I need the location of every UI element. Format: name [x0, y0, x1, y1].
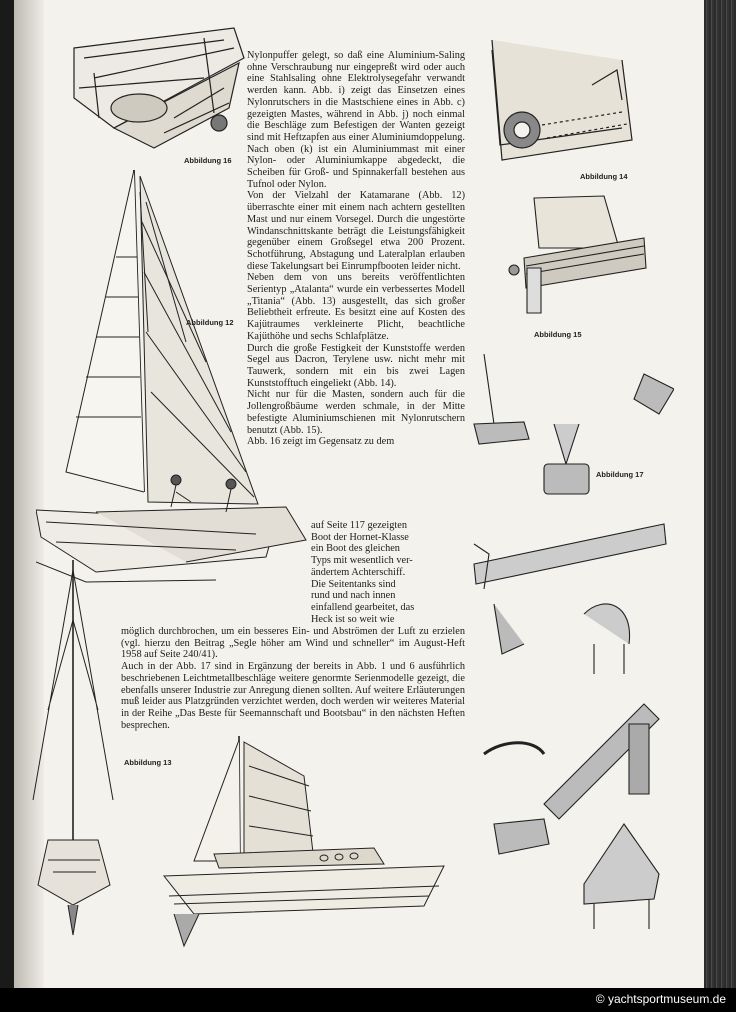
paragraph-2: Von der Vielzahl der Katamarane (Abb. 12) überraschte einer mit einem nach achtern gestellten Mast und nur einem Vorsegel. Durch die ungestörte Windanschnittskante beträgt die Leistungsfähigkeit gegenüber einem Großsegel etwa 200 Prozent. Schotführung, Abstagung und Lateralplan erlauben diese Takelungsart bei Einrumpfbooten leider nicht.: [247, 190, 465, 272]
text-line: rund und nach innen: [311, 590, 396, 602]
article-column-1: [247, 50, 465, 448]
caption-abb12: Abbildung 12: [186, 318, 234, 327]
watermark: © yachtsportmuseum.de: [595, 992, 726, 1006]
illustration-abb13-side-view: [154, 736, 464, 954]
caption-abb17: Abbildung 17: [596, 470, 644, 479]
caption-abb15: Abbildung 15: [534, 330, 582, 339]
illustration-abb13-front-view: [28, 560, 123, 940]
text-line: ändertem Achterschiff.: [311, 566, 406, 578]
paragraph-6-start: Abb. 16 zeigt im Gegensatz zu dem: [247, 436, 395, 448]
paragraph-3: Neben dem von uns bereits veröffentlichten Serientyp „Atalanta“ wurde ein verbessertes Modell „Titania“ (Abb. 13) ausgestellt, das sich großer Beliebtheit erfreute. Es besitzt eine auf Kosten des Kajütraumes verkleinerte Plicht, beachtliche Kajüthöhe und sechs Schlafplätze.: [247, 272, 465, 342]
book-page-edges: [704, 0, 736, 988]
caption-abb14: Abbildung 14: [580, 172, 628, 181]
paragraph-5: Nicht nur für die Masten, sondern auch für die Jollengroßbäume werden schmale, in der Mitte befestigte Aluminiumschienen mit Nylonrutschern benutzt (Abb. 15).: [247, 389, 465, 436]
illustration-abb15-boom-rail: [494, 188, 654, 320]
paragraph-wide-2: Auch in der Abb. 17 sind in Ergänzung der bereits in Abb. 1 und 6 ausführlich beschriebenen Leichtmetallbeschläge weitere genormte Serienmodelle gezeigt, die ebenfalls unserer Industrie zur Anregung dienen sollten. Auf weitere Erläuterungen muß leider aus Platzgründen verzichtet werden, doch werden wir weiteres Material in der Reihe „Das Beste für Seemannschaft und Bootsbau“ in den nächsten Heften besprechen.: [121, 661, 465, 731]
text-line: Boot der Hornet-Klasse: [311, 531, 409, 543]
paragraph-4: Durch die große Festigkeit der Kunststoffe werden Segel aus Dacron, Terylene usw. nicht mehr mit Tauwerk, sondern mit ein bis zwei Lagen Kunststofftuch eingeliekt (Abb. 14).: [247, 342, 465, 389]
magazine-page: [14, 0, 704, 988]
text-line: Heck ist so weit wie: [311, 613, 395, 625]
text-line: auf Seite 117 gezeigten: [311, 520, 407, 531]
illustration-abb14-sail-corner: [482, 30, 642, 170]
text-line: Die Seitentanks sind: [311, 578, 396, 590]
paragraph-wide-1: möglich durchbrochen, um ein besseres Ein- und Abströmen der Luft zu erzielen (vgl. hierzu den Beitrag „Segle höher am Wind und schneller“ im August-Heft 1958 auf Seite 240/41).: [121, 626, 465, 661]
caption-abb16: Abbildung 16: [184, 156, 232, 165]
text-line: Typs mit wesentlich ver-: [311, 555, 413, 567]
paragraph-1: Nylonpuffer gelegt, so daß eine Aluminium-Saling ohne Verschraubung nur eingepreßt wird oder auch eine Stahlsaling ohne Elektrolysegefahr verwandt werden kann. Abb. i) zeigt das Einsetzen eines Nylonrutschers in die Mastschiene eines in Abb. c) gezeigten Mastes, während in Abb. j) noch einmal die Beschläge zum Befestigen der Wanten gezeigt sind mit Heftzapfen aus einer Aluminiumdoppelung. Nach oben (k) ist ein Aluminiummast mit einer Nylon- oder Aluminiumkappe abgedeckt, die Scheiben für Groß- und Spinnakerfall bestehen aus Tufnol oder Nylon.: [247, 50, 465, 190]
illustration-abb17-fittings: [454, 344, 674, 944]
caption-abb13: Abbildung 13: [124, 758, 172, 767]
text-line: ein Boot des gleichen: [311, 543, 400, 555]
text-line: einfallend gearbeitet, das: [311, 601, 415, 613]
article-wide-text: [121, 626, 465, 731]
article-column-2: [311, 520, 465, 625]
illustration-abb16-dinghy: [54, 18, 254, 158]
